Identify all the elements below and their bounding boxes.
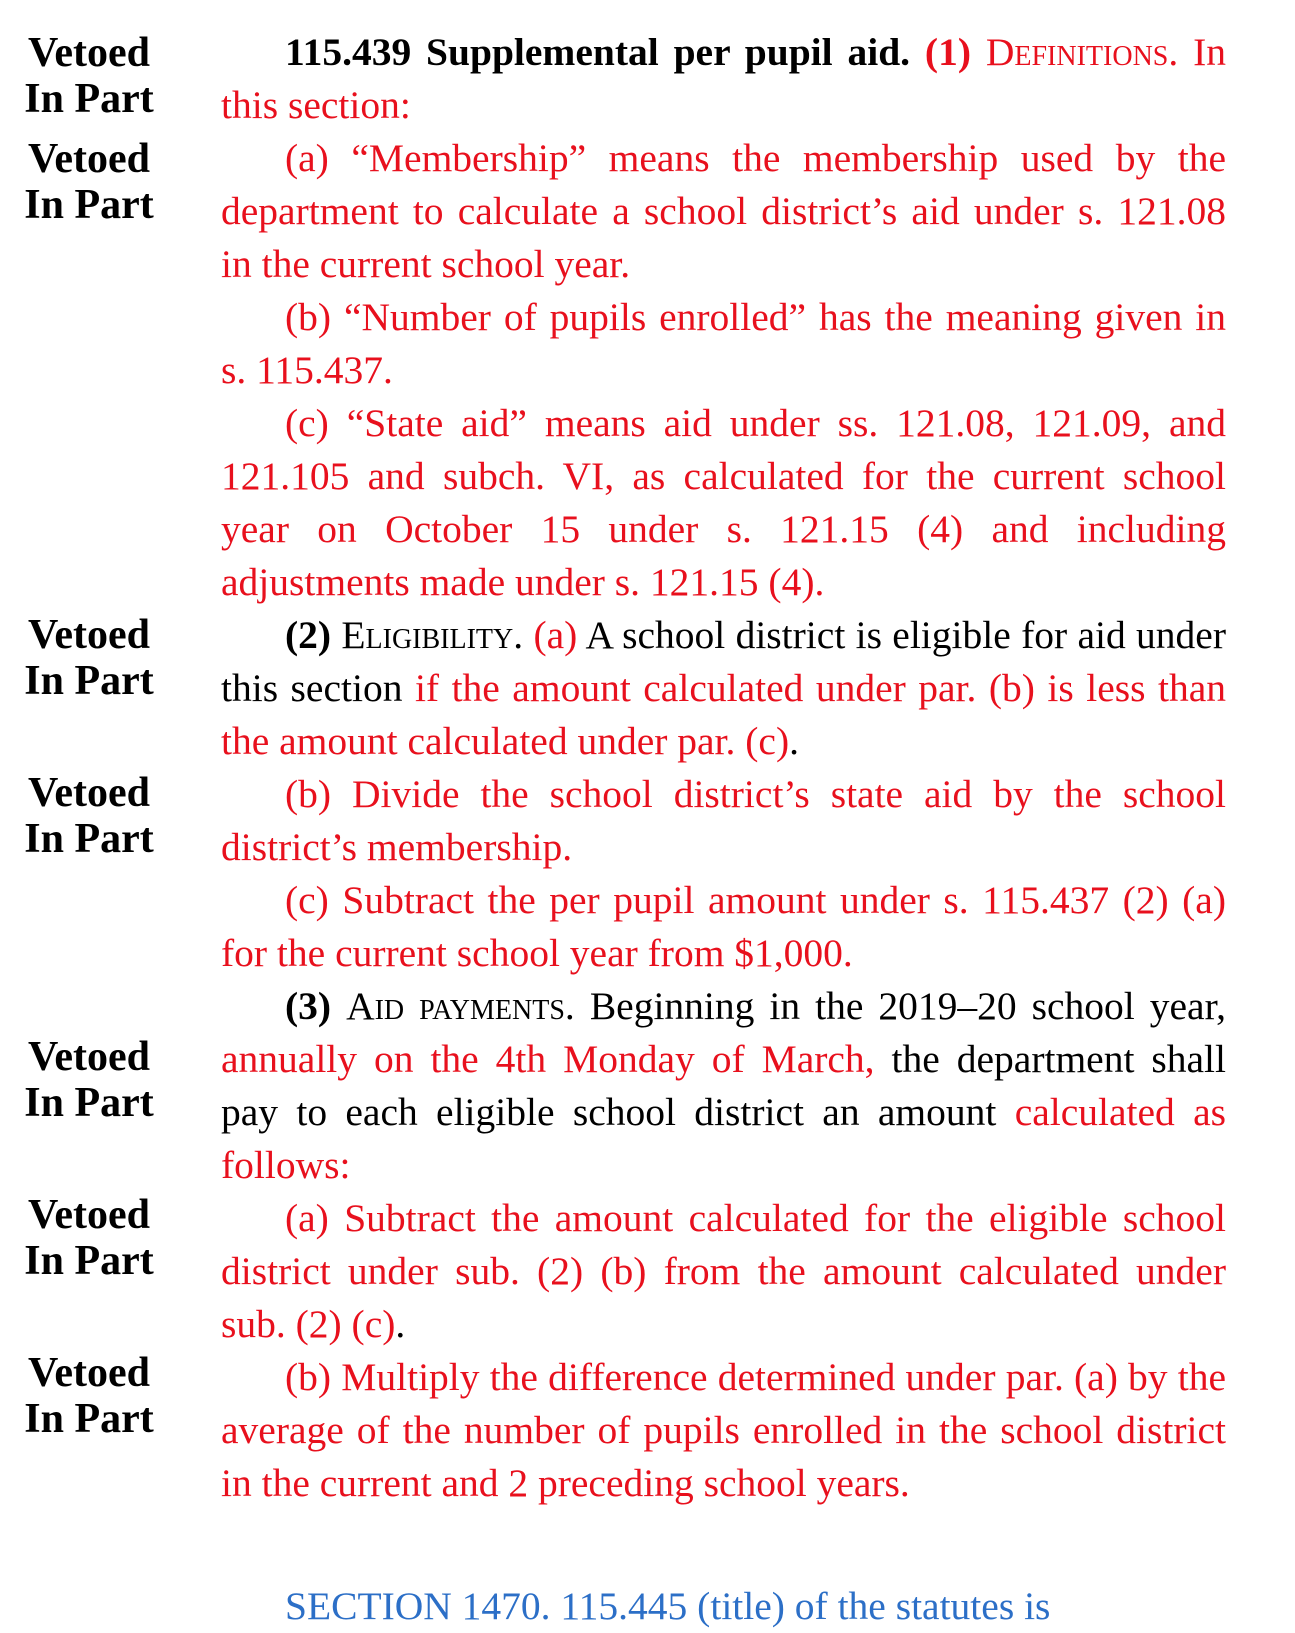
paragraph-1a: (a) “Membership” means the membership used by the department to calculate a school district’s aid under s. 121.08 in the current school year. xyxy=(221,136,1226,286)
retained-text: A school district is eligible for aid under this section xyxy=(221,613,1226,710)
veto-note xyxy=(14,770,164,862)
veto-note-line1: Vetoed xyxy=(27,136,151,182)
vetoed-text: calculated as follows: xyxy=(221,1090,1226,1187)
subsection-3 xyxy=(221,980,1226,1192)
veto-note-line2: In Part xyxy=(24,76,154,122)
subsection-number: (3) xyxy=(285,984,332,1028)
veto-note-line1: Vetoed xyxy=(27,1192,151,1238)
subsection-2 xyxy=(221,609,1226,768)
veto-note-line1: Vetoed xyxy=(27,30,151,76)
retained-text: Beginning in the 2019–20 school year xyxy=(589,984,1217,1028)
period: . xyxy=(789,719,799,763)
subsection-number: (1) xyxy=(924,30,971,74)
veto-note-line2: In Part xyxy=(24,1080,154,1126)
comma: , xyxy=(1216,984,1227,1028)
paragraph-3a xyxy=(221,1192,1226,1351)
subsection-heading: Definitions. xyxy=(985,30,1179,74)
veto-note-line2: In Part xyxy=(24,182,154,228)
subsection-intro: In this section: xyxy=(221,30,1227,127)
veto-note-line1: Vetoed xyxy=(27,1034,151,1080)
veto-note-line2: In Part xyxy=(24,1396,154,1442)
paragraph-1b: (b) “Number of pupils enrolled” has the meaning given in s. 115.437. xyxy=(221,295,1226,392)
section-title: 115.439 Supplemental per pupil aid. xyxy=(285,30,911,74)
veto-note xyxy=(14,1350,164,1442)
veto-note xyxy=(14,30,164,122)
subsection-heading: Aid payments. xyxy=(346,984,575,1028)
veto-note xyxy=(14,612,164,704)
next-section-partial-line: SECTION 1470. 115.445 (title) of the statutes is xyxy=(285,1584,1051,1628)
veto-note-line2: In Part xyxy=(24,658,154,704)
statute-text xyxy=(221,26,1226,1510)
paragraph-2b: (b) Divide the school district’s state aid by the school district’s membership. xyxy=(221,772,1226,869)
vetoed-text: (a) Subtract the amount calculated for the eligible school district under sub. (2) (b) from the amount calculated under sub. (2) (c) xyxy=(221,1196,1226,1346)
section-heading-paragraph xyxy=(221,26,1226,132)
subsection-number: (2) xyxy=(285,613,332,657)
veto-note-line1: Vetoed xyxy=(27,612,151,658)
paragraph-3b: (b) Multiply the difference determined under par. (a) by the average of the number of pupils enrolled in the school district in the current and 2 preceding school years. xyxy=(221,1355,1226,1505)
veto-note xyxy=(14,136,164,228)
retained-text: the department shall pay to each eligible school district an amount xyxy=(221,1037,1226,1134)
veto-note-line1: Vetoed xyxy=(27,770,151,816)
paragraph-2c: (c) Subtract the per pupil amount under s. 115.437 (2) (a) for the current school year from $1,000. xyxy=(221,878,1226,975)
veto-note-line2: In Part xyxy=(24,816,154,862)
veto-note xyxy=(14,1192,164,1284)
period: . xyxy=(395,1302,406,1346)
veto-note-line1: Vetoed xyxy=(27,1350,151,1396)
paragraph-label: (a) xyxy=(533,613,578,657)
veto-note-line2: In Part xyxy=(24,1238,154,1284)
subsection-heading: Eligibility. xyxy=(341,613,524,657)
veto-margin xyxy=(0,0,200,1601)
paragraph-1c: (c) “State aid” means aid under ss. 121.08, 121.09, and 121.105 and subch. VI, as calculated for the current school year on October 15 under s. 121.15 (4) and including adjustments made under s. 121.15 (4). xyxy=(221,401,1226,604)
vetoed-text: if the amount calculated under par. (b) is less than the amount calculated under par. (c) xyxy=(221,666,1227,763)
vetoed-text: annually on the 4th Monday of March, xyxy=(221,1037,875,1081)
veto-note xyxy=(14,1034,164,1126)
